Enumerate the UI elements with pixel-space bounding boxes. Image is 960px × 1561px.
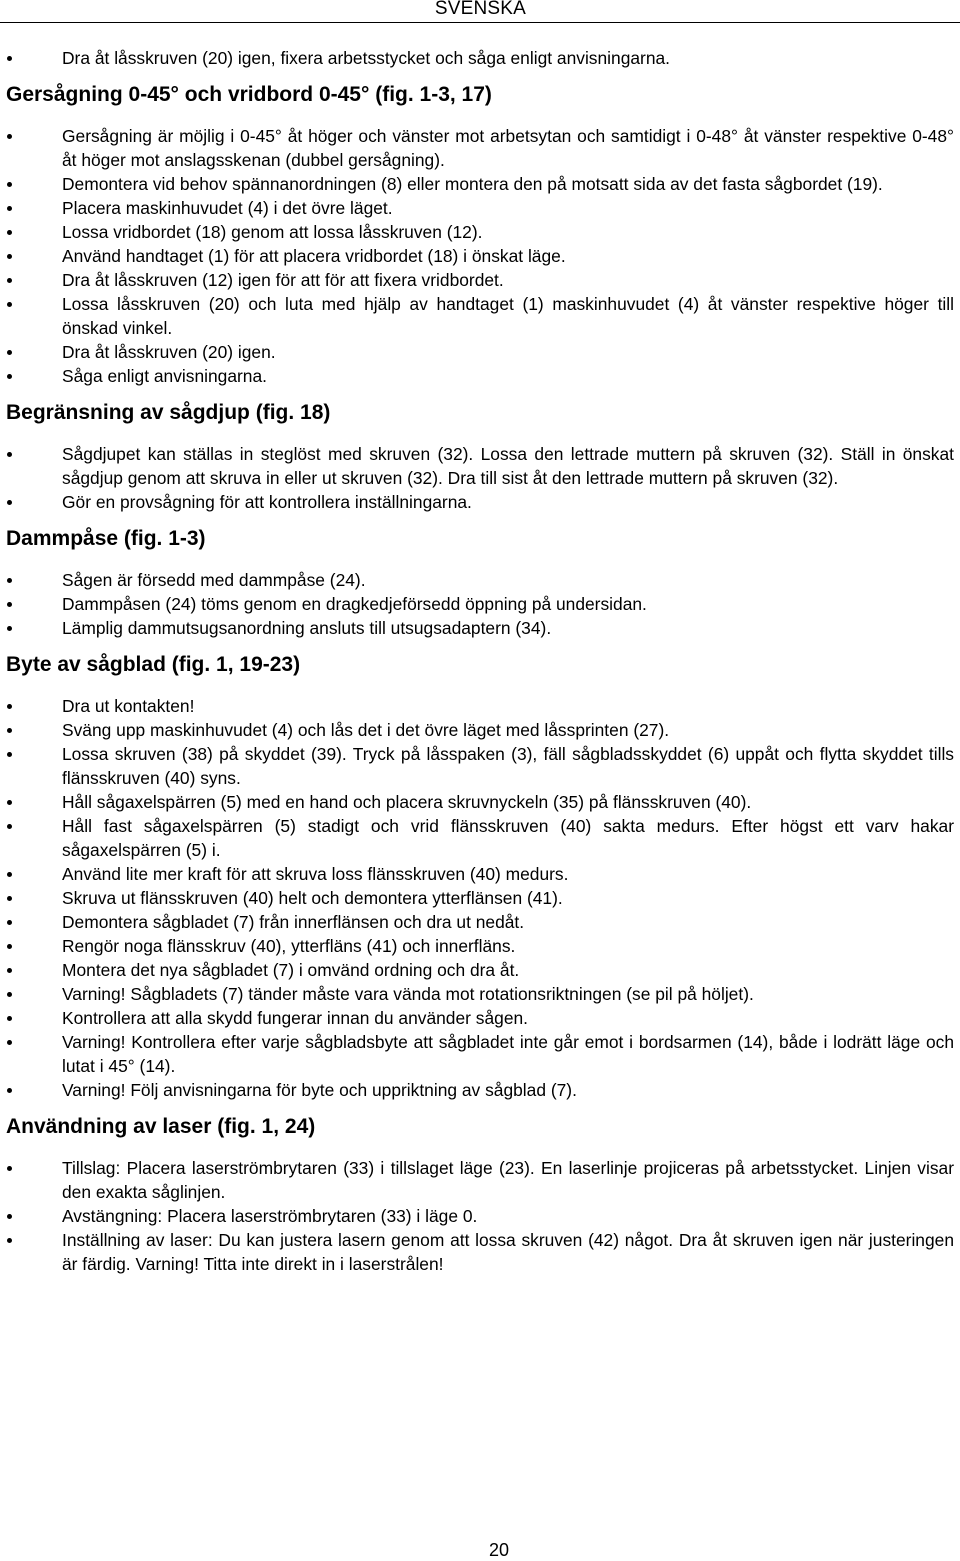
list-item: Sågen är försedd med dammpåse (24). [6,568,954,592]
page-number: 20 [488,1540,510,1560]
page-content [6,46,954,1276]
bullet-list [6,124,954,388]
list-item: Montera det nya sågbladet (7) i omvänd ordning och dra åt. [6,958,954,982]
bullet-list [6,568,954,640]
section [6,400,954,514]
list-item: Håll fast sågaxelspärren (5) stadigt och vrid flänsskruven (40) sakta medurs. Efter högst ett varv hakar sågaxelspärren (5) i. [6,814,954,862]
bullet-list [6,694,954,1102]
section-heading: Användning av laser (fig. 1, 24) [6,1115,316,1138]
list-item: Dra åt låsskruven (20) igen. [6,340,954,364]
list-item: Använd handtaget (1) för att placera vridbordet (18) i önskat läge. [6,244,954,268]
section [6,1114,954,1276]
list-item: Rengör noga flänsskruv (40), ytterfläns (41) och innerfläns. [6,934,954,958]
list-item: Demontera vid behov spännanordningen (8) eller montera den på motsatt sida av det fasta sågbordet (19). [6,172,954,196]
list-item: Sväng upp maskinhuvudet (4) och lås det i det övre läget med låssprinten (27). [6,718,954,742]
list-item: Dra åt låsskruven (20) igen, fixera arbetsstycket och såga enligt anvisningarna. [6,46,954,70]
section-heading: Begränsning av sågdjup (fig. 18) [6,401,331,424]
list-item: Sågdjupet kan ställas in steglöst med skruven (32). Lossa den lettrade muttern på skruven (32). Ställ in önskat sågdjup genom att skruva in eller ut skruven (32). Dra till sist åt den lettrade muttern på skruven (32). [6,442,954,490]
intro-list [6,46,954,70]
list-item: Håll sågaxelspärren (5) med en hand och placera skruvnyckeln (35) på flänsskruven (40). [6,790,954,814]
list-item: Avstängning: Placera laserströmbrytaren (33) i läge 0. [6,1204,954,1228]
list-item: Lossa skruven (38) på skyddet (39). Tryck på låsspaken (3), fäll sågbladsskyddet (6) uppåt och flytta skyddet tills flänsskruven (40) syns. [6,742,954,790]
language-label: SVENSKA [434,0,526,19]
list-item: Såga enligt anvisningarna. [6,364,954,388]
list-item: Dra ut kontakten! [6,694,954,718]
list-item: Lossa låsskruven (20) och luta med hjälp av handtaget (1) maskinhuvudet (4) åt vänster respektive höger till önskad vinkel. [6,292,954,340]
list-item: Varning! Sågbladets (7) tänder måste vara vända mot rotationsriktningen (se pil på höljet). [6,982,954,1006]
list-item: Tillslag: Placera laserströmbrytaren (33) i tillslaget läge (23). En laserlinje projiceras på arbetsstycket. Linjen visar den exakta såglinjen. [6,1156,954,1204]
list-item: Varning! Kontrollera efter varje sågbladsbyte att sågbladet inte går emot i bordsarmen (14), både i lodrätt läge och lutat i 45° (14). [6,1030,954,1078]
section [6,526,954,640]
list-item: Demontera sågbladet (7) från innerflänsen och dra ut nedåt. [6,910,954,934]
section-heading: Byte av sågblad (fig. 1, 19-23) [6,653,301,676]
sections [6,82,954,1276]
list-item: Dra åt låsskruven (12) igen för att för att fixera vridbordet. [6,268,954,292]
list-item: Inställning av laser: Du kan justera lasern genom att lossa skruven (42) något. Dra åt skruven igen när justeringen är färdig. Varning! Titta inte direkt in i laserstrålen! [6,1228,954,1276]
bullet-list [6,442,954,514]
list-item: Dammpåsen (24) töms genom en dragkedjeförsedd öppning på undersidan. [6,592,954,616]
section [6,82,954,388]
section-heading: Gersågning 0-45° och vridbord 0-45° (fig. 1-3, 17) [6,83,492,106]
section [6,652,954,1102]
list-item: Placera maskinhuvudet (4) i det övre läget. [6,196,954,220]
page-header [0,0,960,23]
section-heading: Dammpåse (fig. 1-3) [6,527,206,550]
list-item: Kontrollera att alla skydd fungerar innan du använder sågen. [6,1006,954,1030]
list-item: Använd lite mer kraft för att skruva loss flänsskruven (40) medurs. [6,862,954,886]
list-item: Lämplig dammutsugsanordning ansluts till utsugsadaptern (34). [6,616,954,640]
bullet-list [6,1156,954,1276]
list-item: Skruva ut flänsskruven (40) helt och demontera ytterflänsen (41). [6,886,954,910]
list-item: Varning! Följ anvisningarna för byte och uppriktning av sågblad (7). [6,1078,954,1102]
list-item: Lossa vridbordet (18) genom att lossa låsskruven (12). [6,220,954,244]
list-item: Gersågning är möjlig i 0-45° åt höger och vänster mot arbetsytan och samtidigt i 0-48° åt vänster respektive 0-48° åt höger mot anslagsskenan (dubbel gersågning). [6,124,954,172]
list-item: Gör en provsågning för att kontrollera inställningarna. [6,490,954,514]
